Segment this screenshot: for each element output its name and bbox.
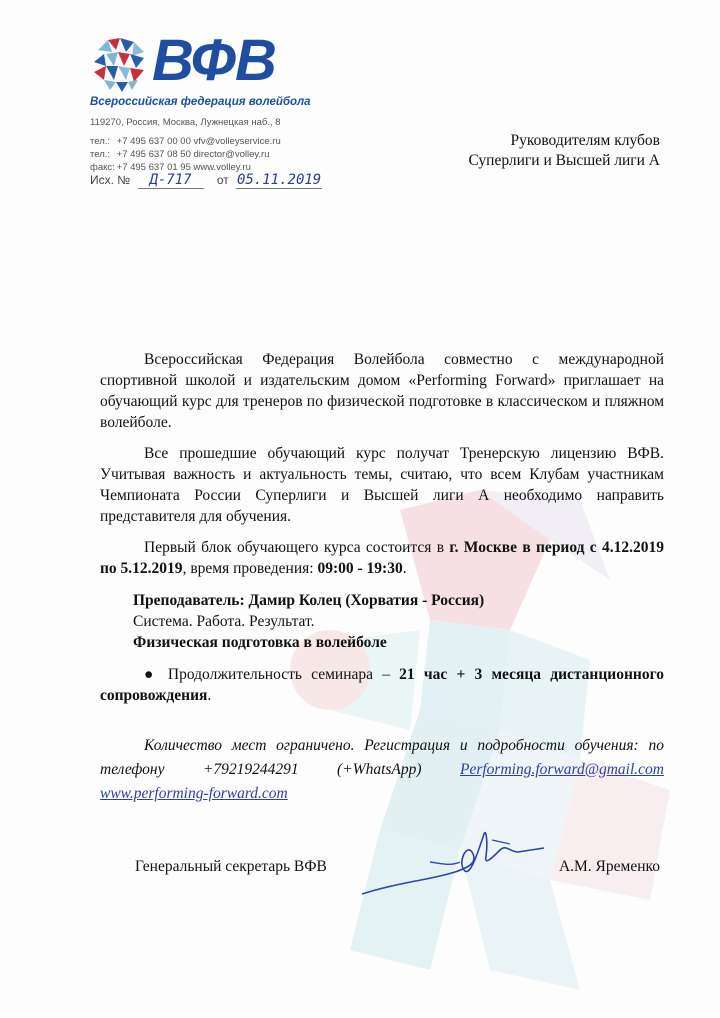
addressee-line-1: Руководителям клубов <box>510 132 660 149</box>
website-link[interactable]: www.performing-forward.com <box>100 785 288 802</box>
contact-value: +7 495 637 08 50 director@volley.ru <box>116 149 270 160</box>
vfv-logo-icon <box>90 36 150 94</box>
paragraph-license <box>100 443 664 527</box>
signatory-name: А.М. Яременко <box>558 858 660 875</box>
contact-line-1 <box>90 136 281 147</box>
paragraph-registration <box>100 734 664 806</box>
outgoing-label: Исх. № <box>90 173 131 187</box>
date-label: от <box>216 173 229 187</box>
schedule-place-dates: г. Москве в период с 4.12.2019 по 5.12.2019 <box>100 539 664 577</box>
course-title: Физическая подготовка в волейболе <box>133 634 387 651</box>
contact-line-2 <box>90 149 270 160</box>
contact-value: +7 495 637 00 00 vfv@volleyservice.ru <box>116 136 281 147</box>
paragraph-duration <box>100 664 664 706</box>
motto-line: Система. Работа. Результат. <box>133 613 315 630</box>
outgoing-reference <box>90 172 322 189</box>
schedule-time: 09:00 - 19:30 <box>317 560 403 577</box>
paragraph-text: Все прошедшие обучающий курс получат Тренерскую лицензию ВФВ. Учитывая важность и актуальность темы, считаю, что всем Клубам участникам Чемпионата России Суперлиги и Высшей лиги А необходимо направить представителя для обучения. <box>100 445 664 525</box>
addressee-line-2: Суперлиги и Высшей лиги А <box>468 152 660 169</box>
contact-label: тел.: <box>90 136 111 147</box>
addressee-block <box>440 131 660 171</box>
contact-label: факс: <box>90 162 115 173</box>
handwritten-signature <box>360 822 545 902</box>
logo-wordmark: ВФВ <box>152 28 276 93</box>
paragraph-schedule <box>100 537 664 579</box>
duration-text: Продолжительность семинара – <box>158 666 400 683</box>
paragraph-invitation <box>100 349 664 433</box>
paragraph-text <box>100 537 664 579</box>
schedule-text: . <box>402 560 407 577</box>
duration-value: 21 час + 3 месяца дистанционного сопровождения <box>100 666 664 704</box>
schedule-text: , время проведения: <box>182 560 318 577</box>
paragraph-text <box>100 664 664 706</box>
contact-label: тел.: <box>90 149 111 160</box>
address-line: 119270, Россия, Москва, Лужнецкая наб., 8 <box>90 117 281 128</box>
course-details <box>133 590 663 653</box>
outgoing-number: Д-717 <box>138 172 204 189</box>
paragraph-text: Всероссийская Федерация Волейбола совместно с международной спортивной школой и издательским домом «Performing Forward» приглашает на обучающий курс для тренеров по физической подготовке в классическом и пляжном волейболе. <box>100 351 664 431</box>
schedule-text: Первый блок обучающего курса состоится в <box>144 539 450 556</box>
bullet: ● <box>144 666 159 683</box>
registration-text: Количество мест ограничено. Регистрация и подробности обучения: по телефону +79219244291 (+WhatsApp) <box>100 737 664 778</box>
email-link[interactable]: Performing.forward@gmail.com <box>460 761 664 778</box>
organization-name: Всероссийская федерация волейбола <box>90 96 311 108</box>
contact-value: +7 495 637 01 95 www.volley.ru <box>116 162 251 173</box>
duration-text: . <box>207 687 212 704</box>
teacher-line: Преподаватель: Дамир Колец (Хорватия - Россия) <box>133 592 485 609</box>
signatory-title: Генеральный секретарь ВФВ <box>135 858 327 875</box>
paragraph-text <box>100 734 664 806</box>
outgoing-date: 05.11.2019 <box>236 172 322 188</box>
